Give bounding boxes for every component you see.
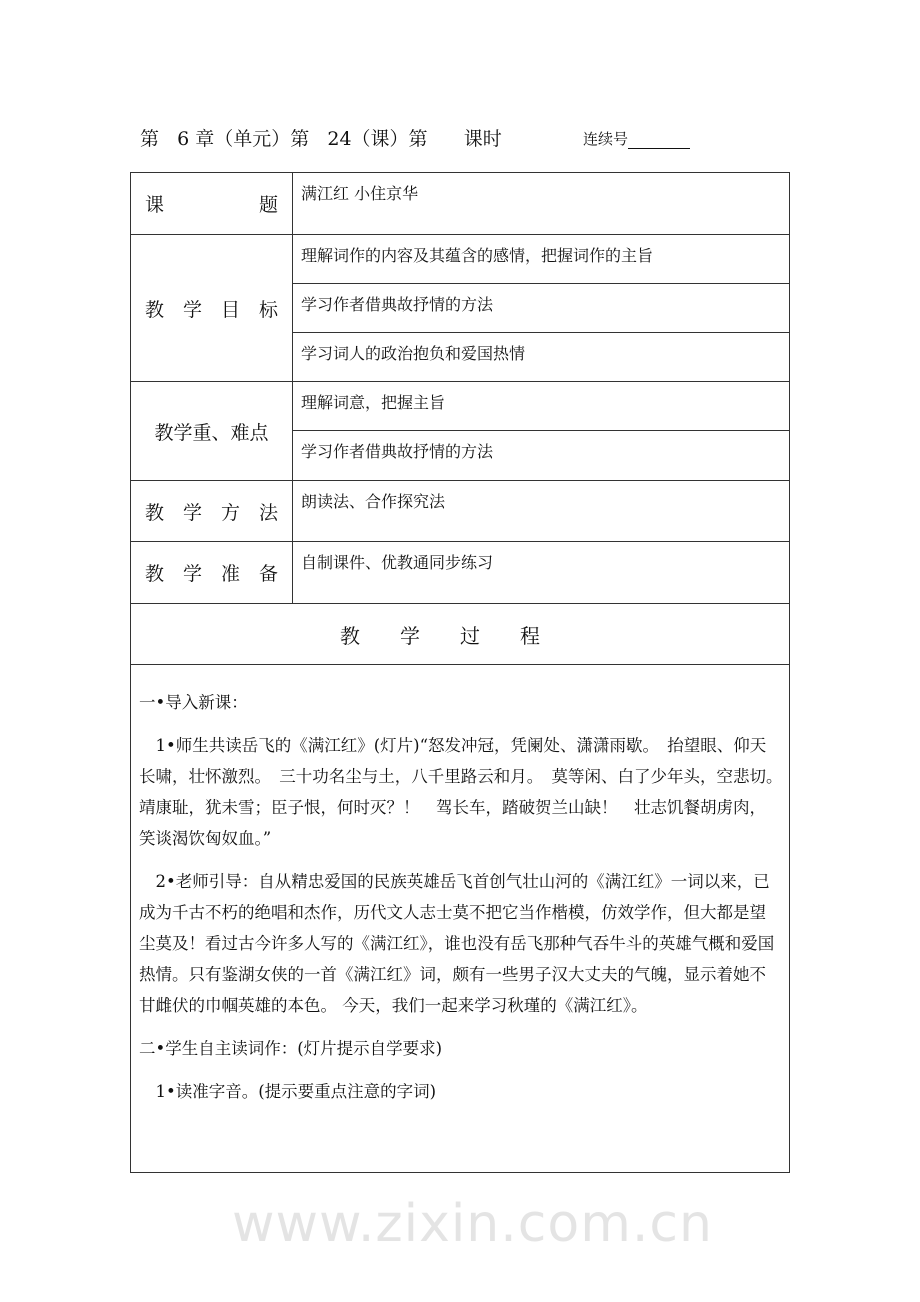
paragraph: 1•读准字音。(提示要重点注意的字词) [155, 1082, 437, 1101]
paragraph: 2•老师引导：自从精忠爱国的民族英雄岳飞首创气壮山河的《满江红》一词以来，已成为千古不朽的绝唱和杰作，历代文人志士莫不把它当作楷模，仿效学作，但大都是望尘莫及！看过古今许多人写的《满江红》，谁也没有岳飞那种气吞牛斗的英雄气概和爱国热情。只有鉴湖女侠的一首《满江红》词，颇有一些男子汉大丈夫的气魄，显示着她不甘雌伏的巾帼英雄的本色。 今天，我们一起来学习秋瑾的《满江红》。 [139, 872, 775, 1015]
section-heading: 二•学生自主读词作：(灯片提示自学要求) [139, 1039, 443, 1058]
prep-value: 自制课件、优教通同步练习 [293, 542, 790, 604]
method-value: 朗读法、合作探究法 [293, 481, 790, 542]
method-label: 教 学 方 法 [131, 481, 293, 542]
topic-label: 课题 [131, 173, 293, 235]
goal-item: 学习词人的政治抱负和爱国热情 [293, 333, 790, 382]
process-body [131, 665, 790, 1173]
goal-item: 理解词作的内容及其蕴含的感情，把握词作的主旨 [293, 235, 790, 284]
lesson-header: 第 6 章（单元）第 24（课）第 课时 [140, 128, 502, 150]
goals-label: 教 学 目 标 [131, 235, 293, 382]
serial-label: 连续号 [583, 130, 629, 148]
watermark: www.zixin.com.cn [232, 1194, 713, 1254]
goal-item: 学习作者借典故抒情的方法 [293, 284, 790, 333]
prep-label: 教 学 准 备 [131, 542, 293, 604]
key-point-item: 学习作者借典故抒情的方法 [293, 431, 790, 481]
section-heading: 一•导入新课： [139, 693, 248, 712]
topic-value: 满江红 小住京华 [293, 173, 790, 235]
serial-blank[interactable] [628, 134, 690, 149]
key-point-item: 理解词意，把握主旨 [293, 382, 790, 431]
paragraph: 1•师生共读岳飞的《满江红》(灯片)“怒发冲冠，凭阑处、潇潇雨歇。 抬望眼、仰天长啸，壮怀激烈。 三十功名尘与土，八千里路云和月。 莫等闲、白了少年头，空悲切。 靖康耻，犹未雪；臣子恨，何时灭？！ 驾长车，踏破贺兰山缺！ 壮志饥餐胡虏肉，笑谈渴饮匈奴血。” [139, 736, 791, 848]
key-points-label: 教学重、难点 [131, 382, 293, 481]
lesson-plan-table [130, 172, 790, 1173]
process-heading: 教学过程 [131, 604, 790, 665]
serial-number [583, 128, 690, 149]
